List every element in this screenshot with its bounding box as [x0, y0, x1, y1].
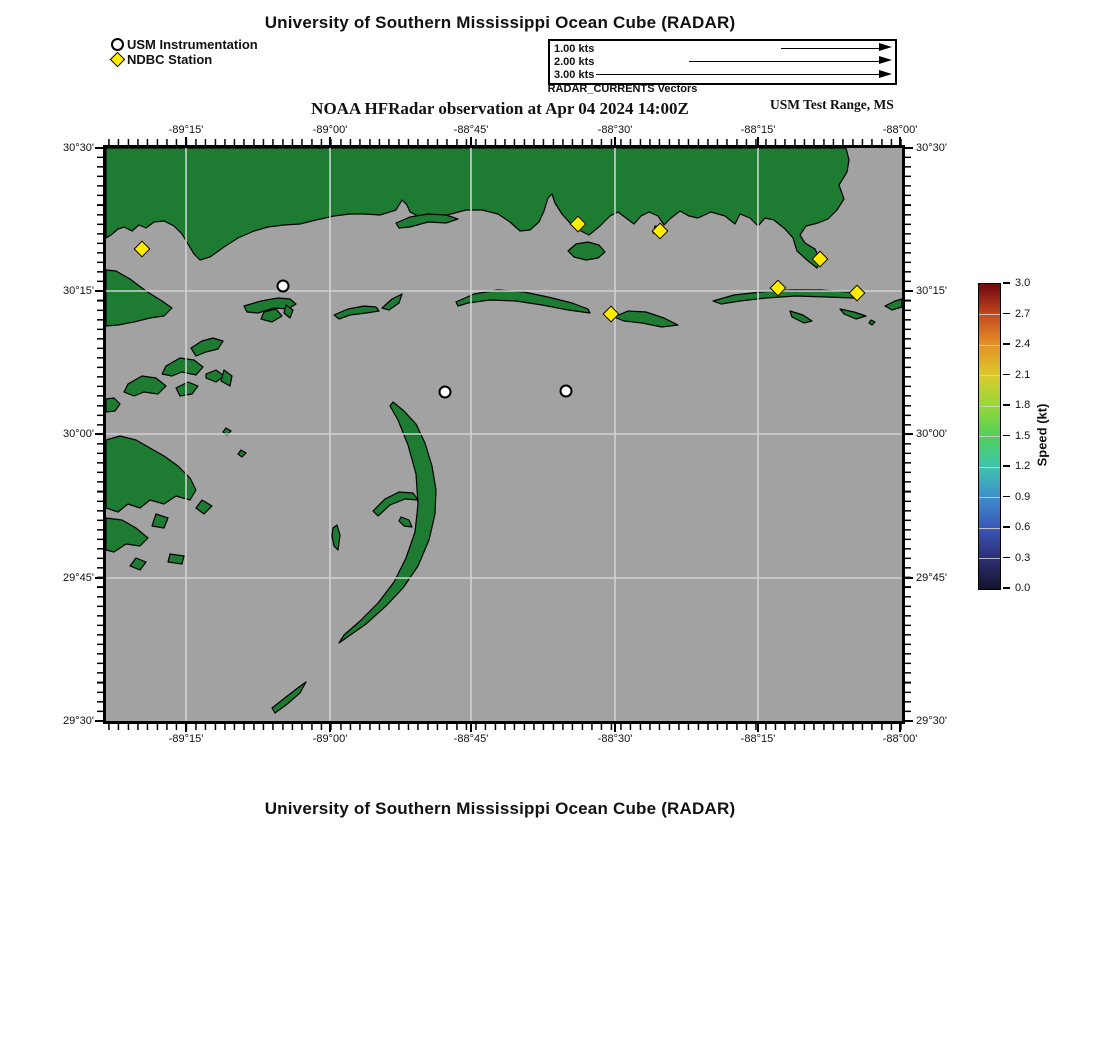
land-round-island	[568, 242, 605, 260]
lon-tick-label-bottom: -88°45'	[453, 733, 489, 745]
land-pelican-bar	[790, 311, 812, 323]
lat-tick-label-left: 29°45'	[63, 572, 94, 584]
land-ship-island	[334, 306, 379, 319]
colorbar-tick-label: 2.7	[1015, 307, 1031, 320]
map-svg	[106, 148, 902, 721]
land-marsh-bit-3	[168, 554, 184, 564]
scale-row	[550, 43, 895, 55]
vectors-caption: RADAR_CURRENTS Vectors	[547, 83, 698, 95]
colorbar-tick-label: 0.0	[1015, 582, 1031, 594]
map-legend	[110, 37, 258, 67]
lon-major-tick	[470, 137, 472, 145]
colorbar-gridline	[979, 345, 1000, 346]
lon-tick-label-top: -88°15'	[740, 124, 776, 136]
colorbar-gridline	[979, 314, 1000, 315]
lon-tick-label-bottom: -88°30'	[597, 733, 633, 745]
scale-row-label: 3.00 kts	[554, 69, 595, 82]
lat-major-tick	[95, 290, 103, 292]
lon-major-tick	[185, 137, 187, 145]
colorbar-gridline	[979, 497, 1000, 498]
colorbar-tick-label: 0.9	[1015, 490, 1031, 503]
colorbar-tick	[1003, 526, 1010, 528]
colorbar-tick-label: 2.4	[1015, 338, 1031, 350]
land-marsh-5	[176, 382, 198, 396]
lon-major-tick	[614, 137, 616, 145]
colorbar-gridline	[979, 558, 1000, 559]
lat-major-tick	[905, 290, 913, 292]
lat-major-tick	[95, 720, 103, 722]
usm-instrument-marker	[277, 280, 290, 293]
land-dauphin-island	[713, 290, 862, 304]
scale-row	[550, 56, 895, 68]
lon-major-tick	[614, 724, 616, 732]
land-marsh-main	[106, 436, 196, 512]
land-chandeleur-curl	[399, 517, 412, 527]
land-marsh-south	[106, 518, 148, 552]
colorbar-tick	[1003, 404, 1010, 406]
colorbar-gridline	[979, 528, 1000, 529]
land-horn-island	[456, 290, 590, 313]
land-islet-dot	[869, 320, 875, 325]
land-dog-keys	[382, 294, 402, 310]
land-mainland	[106, 148, 849, 268]
vector-scale-box	[548, 39, 897, 85]
lat-tick-label-left: 30°15'	[63, 285, 94, 297]
bottom-title: University of Southern Mississippi Ocean Cube (RADAR)	[264, 799, 736, 818]
lon-tick-label-top: -89°15'	[168, 124, 204, 136]
colorbar-tick-label: 1.8	[1015, 399, 1031, 411]
land-marsh-dot-2	[238, 450, 246, 457]
colorbar-tick-label: 2.1	[1015, 368, 1031, 381]
colorbar-tick	[1003, 282, 1010, 284]
land-fort-morgan	[885, 299, 902, 310]
colorbar-tick	[1003, 313, 1010, 315]
land-deer-island	[396, 214, 458, 228]
lat-major-tick	[905, 577, 913, 579]
lat-tick-label-left: 30°30'	[63, 142, 94, 154]
lon-major-tick	[185, 724, 187, 732]
lat-tick-label-right: 30°30'	[916, 142, 947, 154]
colorbar-tick	[1003, 374, 1010, 376]
land-chandeleur-sliver	[332, 525, 340, 550]
lat-tick-label-left: 30°00'	[63, 428, 94, 440]
scale-arrow-icon	[781, 48, 879, 49]
lon-tick-label-top: -88°00'	[882, 124, 918, 136]
land-sw-wedge	[106, 270, 172, 326]
legend-item-usm	[110, 37, 258, 52]
lat-major-tick	[95, 577, 103, 579]
top-title: University of Southern Mississippi Ocean Cube (RADAR)	[264, 13, 736, 32]
scale-row-label: 2.00 kts	[554, 55, 595, 68]
bottom-minor-ticks	[106, 724, 902, 730]
lat-major-tick	[95, 147, 103, 149]
test-range-label: USM Test Range, MS	[770, 97, 894, 112]
lon-major-tick	[470, 724, 472, 732]
colorbar-gridline	[979, 467, 1000, 468]
colorbar-tick-label: 3.0	[1015, 277, 1031, 289]
land-chandeleur-arc	[339, 402, 436, 643]
land-marsh-1	[191, 338, 223, 356]
lat-tick-label-right: 29°30'	[916, 715, 947, 727]
lat-major-tick	[905, 720, 913, 722]
scale-arrow-icon	[689, 61, 879, 62]
lat-tick-label-left: 29°30'	[63, 715, 94, 727]
colorbar-tick	[1003, 587, 1010, 589]
colorbar-tick	[1003, 435, 1010, 437]
lon-tick-label-bottom: -89°00'	[312, 733, 348, 745]
colorbar-tick	[1003, 343, 1010, 345]
colorbar	[978, 283, 1001, 590]
legend-label-ndbc: NDBC Station	[127, 52, 213, 67]
colorbar-tick	[1003, 557, 1010, 559]
colorbar-gridline	[979, 436, 1000, 437]
land-marsh-4	[124, 376, 166, 396]
scale-arrow-icon	[596, 74, 879, 75]
colorbar-gridline	[979, 375, 1000, 376]
lon-major-tick	[329, 724, 331, 732]
lat-tick-label-right: 30°00'	[916, 428, 947, 440]
lat-major-tick	[905, 433, 913, 435]
top-minor-ticks	[106, 139, 902, 145]
lon-major-tick	[329, 137, 331, 145]
ndbc-diamond-icon	[110, 54, 124, 65]
colorbar-tick	[1003, 496, 1010, 498]
lat-major-tick	[905, 147, 913, 149]
land-marsh-bit-1	[152, 514, 168, 528]
land-marsh-bit-2	[196, 500, 212, 514]
map	[103, 145, 905, 724]
lon-tick-label-top: -88°45'	[453, 124, 489, 136]
lon-tick-label-bottom: -88°00'	[882, 733, 918, 745]
land-marsh-bit-4	[130, 558, 146, 570]
usm-instrument-marker	[439, 386, 452, 399]
colorbar-gridline	[979, 406, 1000, 407]
colorbar-tick	[1003, 465, 1010, 467]
lon-major-tick	[899, 137, 901, 145]
land-sand-island	[840, 309, 866, 319]
land-marsh-3	[106, 398, 120, 412]
usm-instrument-marker	[560, 385, 573, 398]
land-petit-bois-island	[614, 311, 678, 327]
lon-tick-label-bottom: -89°15'	[168, 733, 204, 745]
lon-major-tick	[899, 724, 901, 732]
colorbar-tick-label: 0.3	[1015, 551, 1031, 564]
lon-major-tick	[757, 724, 759, 732]
lat-major-tick	[95, 433, 103, 435]
colorbar-title: Speed (kt)	[1034, 403, 1050, 467]
usm-circle-icon	[110, 38, 124, 51]
legend-item-ndbc	[110, 52, 258, 67]
scale-row-label: 1.00 kts	[554, 42, 595, 55]
legend-label-usm: USM Instrumentation	[127, 37, 258, 52]
lat-tick-label-right: 30°15'	[916, 285, 947, 297]
lon-tick-label-bottom: -88°15'	[740, 733, 776, 745]
land-marsh-2	[162, 358, 203, 376]
land-marsh-7	[221, 370, 232, 386]
land-breton-island	[272, 682, 306, 713]
lon-major-tick	[757, 137, 759, 145]
lat-tick-label-right: 29°45'	[916, 572, 947, 584]
colorbar-tick-label: 1.5	[1015, 429, 1031, 442]
lon-tick-label-top: -88°30'	[597, 124, 633, 136]
colorbar-tick-label: 0.6	[1015, 521, 1031, 533]
lon-tick-label-top: -89°00'	[312, 124, 348, 136]
colorbar-tick-label: 1.2	[1015, 460, 1031, 472]
observation-subtitle: NOAA HFRadar observation at Apr 04 2024 14:00Z	[311, 99, 689, 118]
land-chandeleur-hook	[373, 492, 418, 516]
scale-row	[550, 69, 895, 81]
